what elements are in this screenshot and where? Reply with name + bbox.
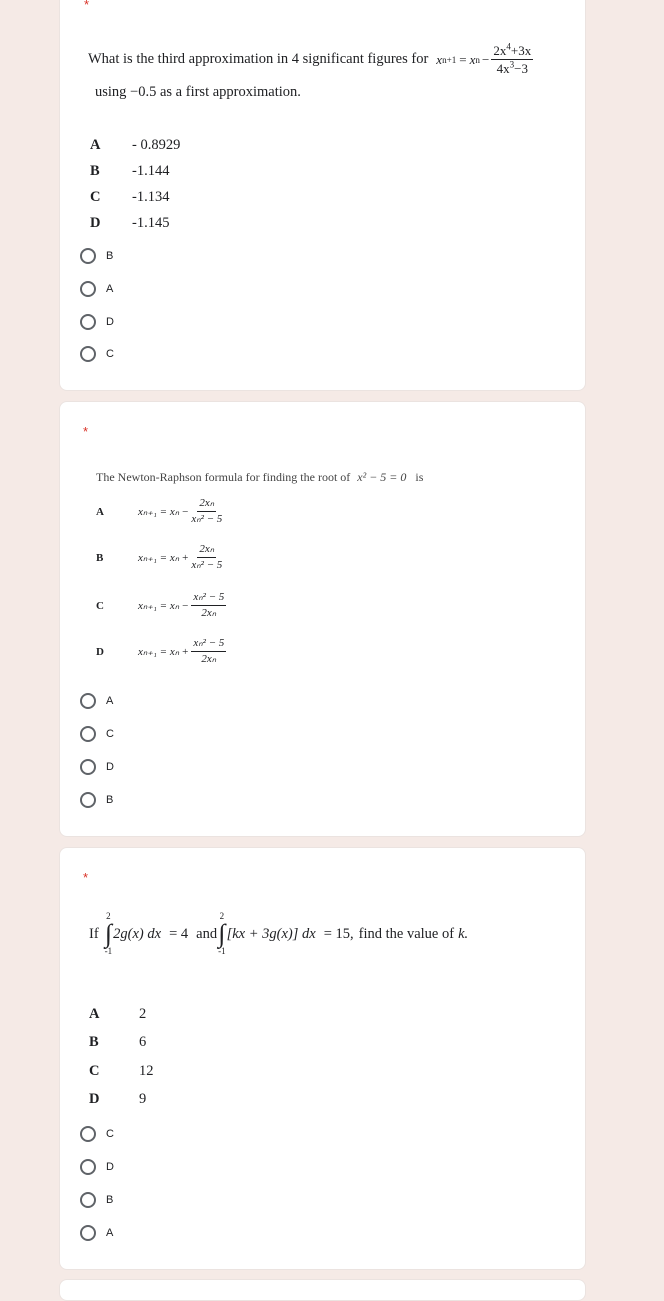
question-1-prompt-tail: using −0.5 as a first approximation. bbox=[95, 84, 301, 100]
choice-row: A - 0.8929 bbox=[90, 137, 181, 153]
radio-option-label: D bbox=[106, 1161, 114, 1173]
radio-option-label: B bbox=[106, 794, 114, 806]
radio-option[interactable] bbox=[80, 1191, 113, 1209]
choice-row: D -1.145 bbox=[90, 215, 170, 231]
question-2-prompt: The Newton-Raphson formula for finding the root of x² − 5 = 0 is bbox=[96, 470, 424, 484]
radio-button[interactable] bbox=[80, 693, 96, 709]
question-3-prompt: If 2 ∫ -1 2g(x) dx = 4 and 2 ∫ -1 [kx + 3g(x)] dx = 15, find the value of k. bbox=[89, 911, 469, 956]
radio-option[interactable] bbox=[80, 692, 113, 710]
radio-option[interactable] bbox=[80, 1158, 114, 1176]
radio-option-label: A bbox=[106, 283, 114, 295]
required-asterisk: * bbox=[84, 0, 90, 12]
radio-option[interactable] bbox=[80, 1224, 113, 1242]
choice-row: D xₙ₊₁ = xₙ + $\frac{\text{xₙ² − 5}}{\text{2xₙ}}$ bbox=[96, 637, 225, 665]
radio-button[interactable] bbox=[80, 314, 96, 330]
radio-option-label: B bbox=[106, 1194, 114, 1206]
choice-row: B -1.144 bbox=[90, 163, 170, 179]
radio-option[interactable] bbox=[80, 725, 114, 743]
radio-option[interactable] bbox=[80, 1125, 114, 1143]
question-1-formula: x n+1 = x n − $\frac{2x^4+3x}{4x^3-3}$ bbox=[436, 41, 532, 76]
radio-option[interactable] bbox=[80, 313, 114, 331]
required-asterisk: * bbox=[83, 870, 89, 885]
radio-option[interactable] bbox=[80, 791, 113, 809]
radio-option-label: B bbox=[106, 250, 114, 262]
radio-button[interactable] bbox=[80, 1225, 96, 1241]
required-asterisk: * bbox=[83, 424, 89, 439]
choice-row: A xₙ₊₁ = xₙ − $\frac{\text{2xₙ}}{\text{xₙ² − 5}}$ bbox=[96, 497, 223, 525]
choice-row: A 2 bbox=[89, 1006, 147, 1022]
radio-option[interactable] bbox=[80, 280, 113, 298]
radio-option[interactable] bbox=[80, 345, 114, 363]
radio-button[interactable] bbox=[80, 346, 96, 362]
radio-button[interactable] bbox=[80, 1192, 96, 1208]
radio-button[interactable] bbox=[80, 1126, 96, 1142]
question-card-1 bbox=[59, 0, 586, 391]
question-card-4 bbox=[59, 1279, 586, 1301]
question-card-3 bbox=[59, 847, 586, 1270]
radio-option[interactable] bbox=[80, 247, 113, 265]
choice-row: B 6 bbox=[89, 1034, 147, 1050]
choice-row: B xₙ₊₁ = xₙ + $\frac{\text{2xₙ}}{\text{xₙ² − 5}}$ bbox=[96, 543, 223, 571]
radio-option[interactable] bbox=[80, 758, 114, 776]
radio-button[interactable] bbox=[80, 726, 96, 742]
radio-option-label: A bbox=[106, 695, 114, 707]
question-1-prompt: What is the third approximation in 4 significant figures for x n+1 = x n − $\frac{2x^4+3x}{4x^3-3}$ bbox=[88, 41, 532, 76]
radio-option-label: C bbox=[106, 1128, 114, 1140]
choice-row: D 9 bbox=[89, 1091, 147, 1107]
radio-option-label: C bbox=[106, 348, 114, 360]
radio-button[interactable] bbox=[80, 248, 96, 264]
radio-option-label: D bbox=[106, 316, 114, 328]
choice-row: C xₙ₊₁ = xₙ − $\frac{\text{xₙ² − 5}}{\text{2xₙ}}$ bbox=[96, 591, 225, 619]
radio-option-label: D bbox=[106, 761, 114, 773]
radio-button[interactable] bbox=[80, 759, 96, 775]
radio-button[interactable] bbox=[80, 1159, 96, 1175]
radio-option-label: A bbox=[106, 1227, 114, 1239]
radio-option-label: C bbox=[106, 728, 114, 740]
question-card-2 bbox=[59, 401, 586, 837]
choice-row: C -1.134 bbox=[90, 189, 170, 205]
choice-row: C 12 bbox=[89, 1063, 154, 1079]
radio-button[interactable] bbox=[80, 281, 96, 297]
radio-button[interactable] bbox=[80, 792, 96, 808]
